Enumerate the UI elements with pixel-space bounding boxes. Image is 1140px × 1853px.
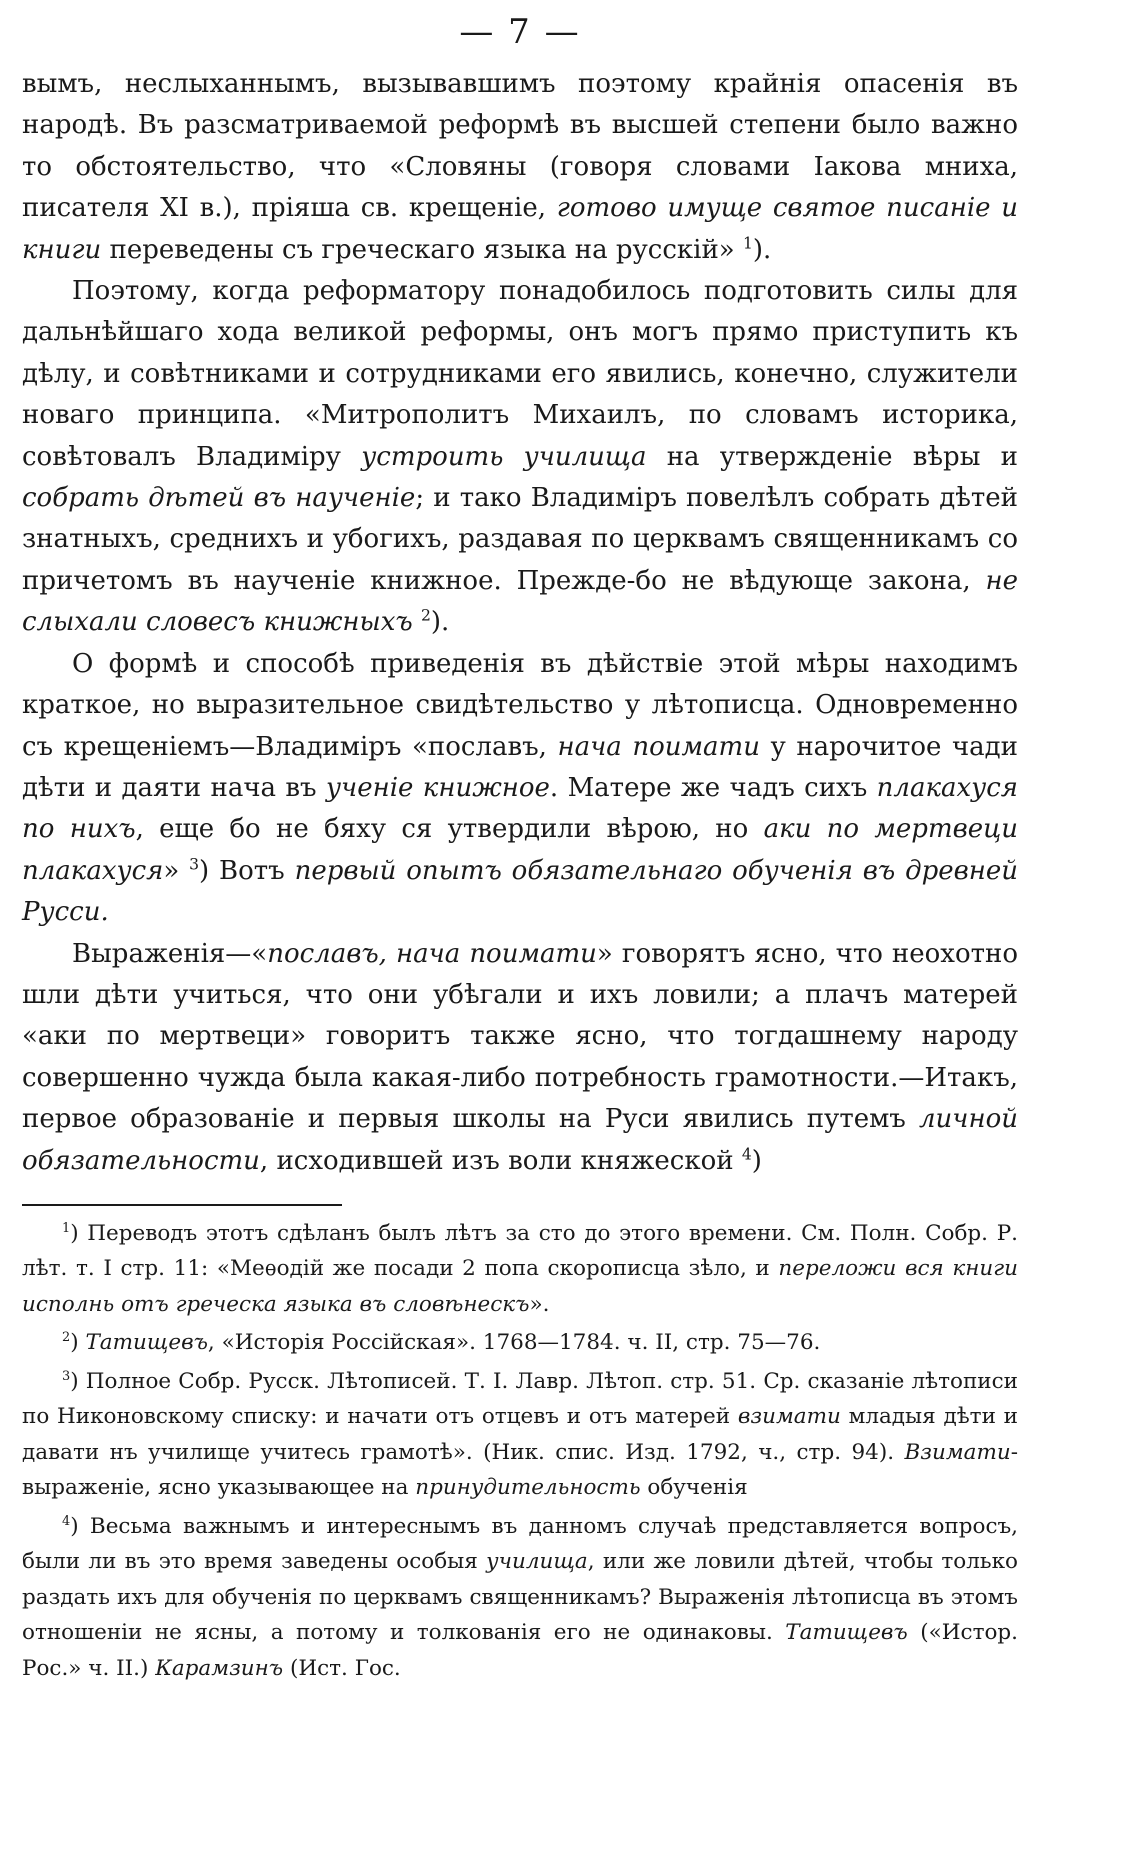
footnote (22, 1325, 1018, 1361)
paragraph (22, 644, 1018, 934)
footnotes (22, 1216, 1018, 1687)
italic-text: Татищевъ (85, 1330, 208, 1356)
footnote-marker: 1 (742, 233, 753, 252)
italic-text: взимати (737, 1404, 841, 1430)
text-segment: ) (70, 1330, 86, 1356)
text-segment: ) Весьма важнымъ и интереснымъ въ данномъ случаѣ представляется вопросъ, были ли въ это время заведены особыя (22, 1513, 1018, 1575)
text-segment: . Матере же чадъ сихъ (549, 772, 877, 803)
text-segment: ; и тако Владиміръ повелѣлъ собрать дѣтей знатныхъ, среднихъ и убогихъ, раздавая по церквамъ священникамъ со причетомъ въ наученіе книжное. Прежде-бо не вѣдующе закона, (22, 483, 1018, 596)
italic-text: Карамзинъ (155, 1655, 284, 1681)
footnote-marker: 4 (741, 1144, 752, 1163)
italic-text: плакахуся по нихъ (22, 772, 1018, 845)
text-segment: обученія (640, 1475, 748, 1501)
text-segment: -выраженіе, ясно указывающее на (22, 1439, 1018, 1501)
text-segment: , или же ловили дѣтей, чтобы только раздать ихъ для обученія по церквамъ священникамъ? Выраженія лѣтописца въ этомъ отношеніи не ясны, а потому и толкованія его не одинаковы. (22, 1549, 1018, 1646)
footnote (22, 1364, 1018, 1506)
text-segment: («Истор. Рос.» ч. II.) (22, 1620, 1019, 1681)
footnote-marker: 2 (420, 606, 431, 625)
text-segment: ). (430, 607, 450, 638)
italic-text: аки по мертвеци плакахуся (22, 814, 1019, 886)
text-segment: Выраженія—« (72, 938, 268, 969)
text-segment: переведены съ греческаго языка на русскій» (101, 234, 743, 265)
italic-text: пославъ, нача поимати (267, 938, 597, 969)
italic-text: нача поимати (557, 731, 760, 762)
footnote-marker: 1 (62, 1220, 71, 1236)
italic-text: Взимати (904, 1439, 1011, 1465)
text-segment: у нарочитое чади дѣти и даяти нача въ (22, 731, 1018, 803)
paragraph (22, 934, 1018, 1182)
text-segment: младыя дѣти и давати нъ училище учитесь грамотѣ». (Ник. спис. Изд. 1792, ч., стр. 94). (22, 1404, 1019, 1465)
text-segment: ) Переводъ этотъ сдѣланъ былъ лѣтъ за сто до этого времени. См. Полн. Собр. Р. лѣт. т. I стр. 11: «Меѳодій же посади 2 попа скорописца зѣло, и (22, 1220, 1018, 1282)
paragraph (22, 271, 1018, 644)
text-segment: , «Исторія Россійская». 1768—1784. ч. II, стр. 75—76. (207, 1330, 821, 1356)
text-segment: ) Вотъ (199, 855, 295, 886)
footnote-marker: 3 (62, 1368, 71, 1384)
page-number: — 7 — (459, 12, 581, 52)
text-segment: » говорятъ ясно, что неохотно шли дѣти учиться, что они убѣгали и ихъ ловили; а плачъ матерей «аки по мертвеци» говоритъ также ясно, что тогдашнему народу совершенно чужда была какая-либо потребность грамотности.—Итакъ, первое образованіе и первыя школы на Руси явились путемъ (22, 938, 1018, 1135)
italic-text: готово имуще святое писаніе и книги (22, 193, 1018, 265)
footnote-divider (22, 1204, 342, 1206)
text-segment: вымъ, неслыханнымъ, вызывавшимъ поэтому крайнія опасенія въ народѣ. Въ разсматриваемой реформѣ въ высшей степени было важно то обстоятельство, что «Словяны (говоря словами Іакова мниха, писателя XI в.), пріяша св. крещеніе, (22, 69, 1018, 224)
text-segment (413, 607, 421, 637)
footnote (22, 1216, 1018, 1323)
footnote-marker: 2 (62, 1330, 71, 1346)
text-segment: , исходившей изъ воли княжеской (259, 1145, 742, 1176)
text-segment: ). (752, 234, 772, 265)
text-segment: , еще бо не бяху ся утвердили вѣрою, но (135, 814, 764, 845)
document-page (22, 0, 1018, 1853)
italic-text: устроить училища (361, 441, 647, 472)
italic-text: первый опытъ обязательнаго обученія въ древней Русси. (22, 855, 1019, 928)
text-segment: (Ист. Гос. (283, 1655, 401, 1681)
text-segment: О формѣ и способѣ приведенія въ дѣйствіе этой мѣры находимъ краткое, но выразительное свидѣтельство у лѣтописца. Одновременно съ крещеніемъ—Владиміръ «пославъ, (22, 648, 1018, 762)
paragraph (22, 64, 1018, 271)
italic-text: личной обязательности (22, 1104, 1018, 1176)
italic-text: принудительность (415, 1475, 641, 1501)
footnote-marker: 3 (189, 855, 200, 874)
italic-text: собрать дѣтей въ наученіе (22, 483, 416, 514)
text-segment: на утвержденіе вѣры и (646, 441, 1018, 472)
text-segment: ) Полное Собр. Русск. Лѣтописей. Т. I. Лавр. Лѣтоп. стр. 51. Ср. сказаніе лѣтописи по Никоновскому списку: и начати отъ отцевъ и отъ матерей (22, 1368, 1018, 1430)
italic-text: училища (486, 1549, 588, 1575)
italic-text: ученіе книжное (325, 772, 550, 803)
footnote-marker: 4 (62, 1513, 71, 1529)
italic-text: переложи вся книги исполнь отъ греческа языка въ словѣнескъ (22, 1256, 1018, 1317)
footnote (22, 1509, 1018, 1687)
italic-text: не слыхали словесъ книжныхъ (22, 565, 1018, 638)
text-segment: ) (751, 1145, 762, 1176)
italic-text: Татищевъ (785, 1620, 908, 1646)
main-text (22, 64, 1018, 1182)
text-segment: ». (529, 1291, 550, 1317)
text-segment: » (163, 855, 190, 886)
text-segment: Поэтому, когда реформатору понадобилось подготовить силы для дальнѣйшаго хода великой реформы, онъ могъ прямо приступить къ дѣлу, и совѣтниками и сотрудниками его явились, конечно, служители новаго принципа. «Митрополитъ Михаилъ, по словамъ историка, совѣтовалъ Владиміру (22, 276, 1018, 472)
